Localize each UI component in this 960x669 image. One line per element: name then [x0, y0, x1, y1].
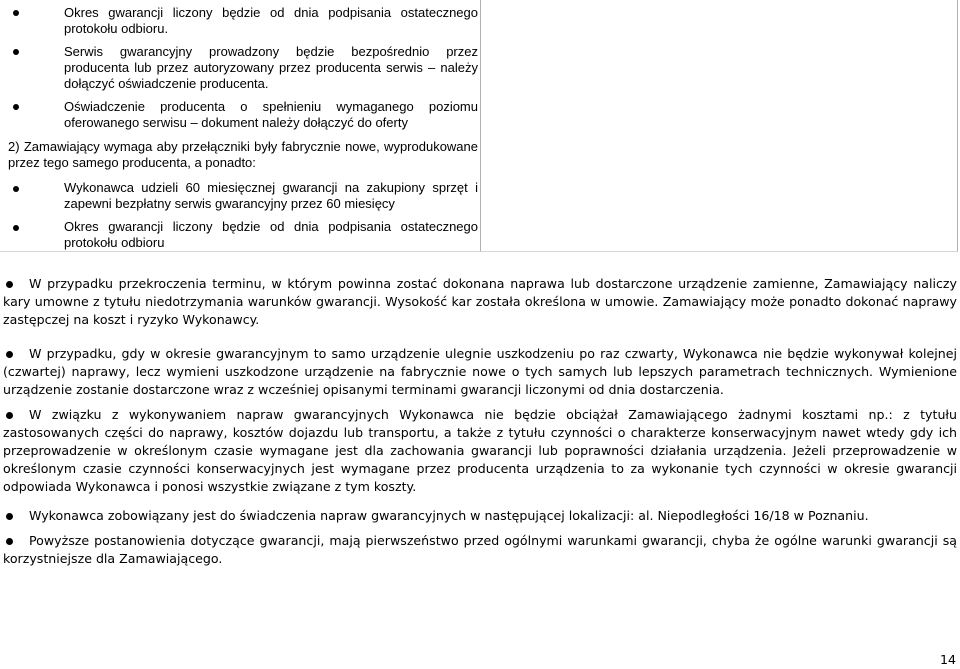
bullet-icon: [13, 104, 19, 110]
bullet-icon: [13, 10, 19, 16]
bullet-icon: [13, 186, 19, 192]
bullet-icon: [13, 225, 19, 231]
page-number: 14: [939, 652, 956, 667]
table-list-item: Wykonawca udzieli 60 miesięcznej gwarancji na zakupiony sprzęt i zapewni bezpłatny serwis gwarancyjny przez 60 miesięcy: [64, 180, 478, 211]
table-list-item: Okres gwarancji liczony będzie od dnia podpisania ostatecznego protokołu odbioru: [64, 219, 478, 250]
table-list-item: Serwis gwarancyjny prowadzony będzie bezpośrednio przez producenta lub przez autoryzowany przez producenta serwis – należy dołączyć oświadczenie producenta.: [64, 44, 478, 91]
table-paragraph: 2) Zamawiający wymaga aby przełączniki były fabrycznie nowe, wyprodukowane przez tego samego producenta, a ponadto:: [8, 139, 478, 170]
paragraph-precedence: Powyższe postanowienia dotyczące gwarancji, mają pierwszeństwo przed ogólnymi warunkami gwarancji, chyba że ogólne warunki gwarancji są korzystniejsze dla Zamawiającego.: [3, 533, 957, 566]
requirements-table-cell: [0, 0, 481, 252]
paragraph-replacement: W przypadku, gdy w okresie gwarancyjnym to samo urządzenie ulegnie uszkodzeniu po raz czwarty, Wykonawca nie będzie wykonywał kolejnej (czwartej) naprawy, lecz wymieni uszkodzone urządzenie na fabrycznie nowe o tych samych lub lepszych parametrach technicznych. Wymienione urządzenie zostanie dostarczone wraz z wcześniej opisanymi terminami gwarancji liczonymi od dnia dostarczenia.: [3, 346, 957, 397]
paragraph-penalties: W przypadku przekroczenia terminu, w którym powinna zostać dokonana naprawa lub dostarczone urządzenie zamienne, Zamawiający naliczy kary umowne z tytułu niedotrzymania warunków gwarancji. Wysokość kar została określona w umowie. Zamawiający może ponadto dokonać naprawy zastępczej na koszt i ryzyko Wykonawcy.: [3, 276, 957, 327]
table-list-item: Oświadczenie producenta o spełnieniu wymaganego poziomu oferowanego serwisu – dokument należy dołączyć do oferty: [64, 99, 478, 130]
table-list-item: Okres gwarancji liczony będzie od dnia podpisania ostatecznego protokołu odbioru.: [64, 5, 478, 36]
bullet-icon: [13, 49, 19, 55]
paragraph-costs: W związku z wykonywaniem napraw gwarancyjnych Wykonawca nie będzie obciążał Zamawiającego żadnymi kosztami np.: z tytułu zastosowanych części do naprawy, kosztów dojazdu lub transportu, a także z tytułu czynności o charakterze konserwacyjnym nawet wtedy gdy ich przeprowadzenie w określonym czasie wymagane jest dla zachowania gwarancji lub poprawności działania urządzenia. Jeżeli przeprowadzenie w określonym czasie czynności konserwacyjnych jest wymagane przez producenta urządzenia to za wykonanie tych czynności w okresie gwarancji odpowiada Wykonawca i ponosi wszystkie związane z tym koszty.: [3, 407, 957, 494]
paragraph-location: Wykonawca zobowiązany jest do świadczenia napraw gwarancyjnych w następującej lokalizacji: al. Niepodległości 16/18 w Poznaniu.: [29, 508, 869, 523]
empty-table-cell: [481, 0, 958, 252]
